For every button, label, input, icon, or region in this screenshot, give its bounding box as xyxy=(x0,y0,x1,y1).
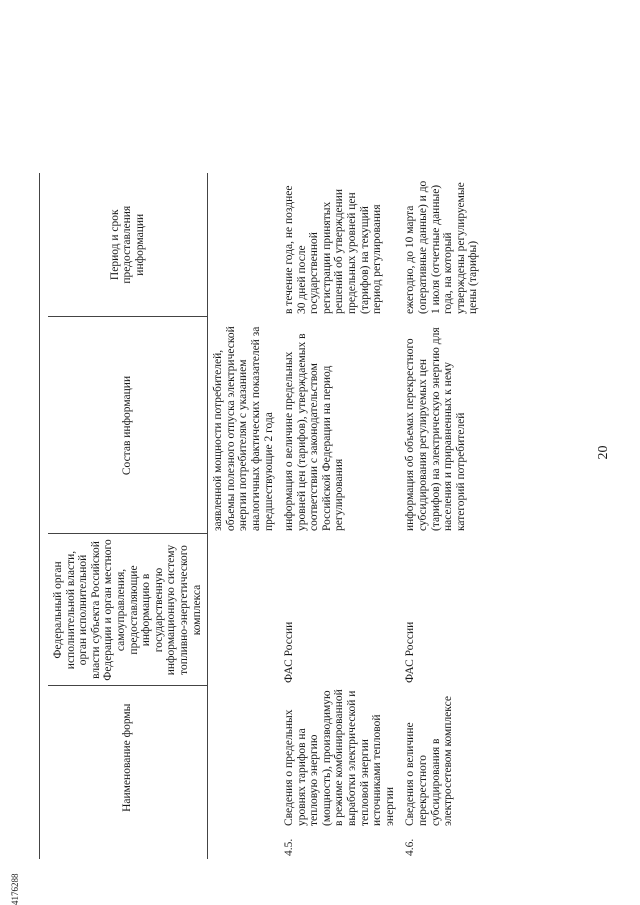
header-organization: Федеральный орган исполнительной власти, орган исполнительной власти субъекта Российской Федерации и орган местного самоуправления, предоставляющие информацию в государственную информационную систему топливно-энергетического комплекса xyxy=(48,534,208,686)
table-row xyxy=(400,173,510,859)
row-composition: информация об объемах перекрестного субсидирования регулируемых цен (тарифов) на электрическую энергию для населения и приравненных к нему категорий потребителей xyxy=(404,327,467,531)
row-period xyxy=(208,173,279,317)
row-organization: ФАС России xyxy=(283,621,296,683)
table-row xyxy=(208,173,279,859)
row-composition: заявленной мощности потребителей, объемы полезного отпуска электрической энергии потребителям с указанием аналогичных фактических показателей за предшествующие 2 года xyxy=(212,326,275,531)
page-number: 20 xyxy=(596,445,611,460)
row-number xyxy=(208,829,279,859)
header-composition: Состав информации xyxy=(48,317,208,534)
document-code: 4176288 xyxy=(10,873,20,905)
row-organization xyxy=(208,534,279,686)
header-number xyxy=(48,829,208,859)
row-period: ежегодно, до 10 марта (оперативные данные) и до 1 июля (отчетные данные) года, на который утверждены регулируемые цены (тарифы) xyxy=(404,180,480,314)
row-form-name: Сведения о предельных уровнях тарифов на тепловую энергию (мощность), производимую в режиме комбинированной выработки электрической и тепловой энергии источниками тепловой энергии xyxy=(283,689,396,826)
information-forms-table xyxy=(39,173,510,859)
row-form-name: Сведения о величине перекрестного субсидирования в электросетевом комплексе xyxy=(404,696,455,826)
row-form-name xyxy=(208,686,279,829)
row-period: в течение года, не позднее 30 дней после государственной регистрации принятых решений об утверждении предельных уровней цен (тарифов) на текущий период регулирования xyxy=(283,185,384,314)
header-form-name: Наименование формы xyxy=(48,686,208,829)
table-row xyxy=(279,173,400,859)
table-header-row xyxy=(48,173,208,859)
row-number: 4.6. xyxy=(404,838,417,856)
header-period: Период и срок предоставления информации xyxy=(48,173,208,317)
row-composition: информация о величине предельных уровней цен (тарифов), утверждаемых в соответствии с законодательством Российской Федерации на период регулирования xyxy=(283,333,346,531)
row-organization: ФАС России xyxy=(404,621,417,683)
row-number: 4.5. xyxy=(283,838,296,856)
